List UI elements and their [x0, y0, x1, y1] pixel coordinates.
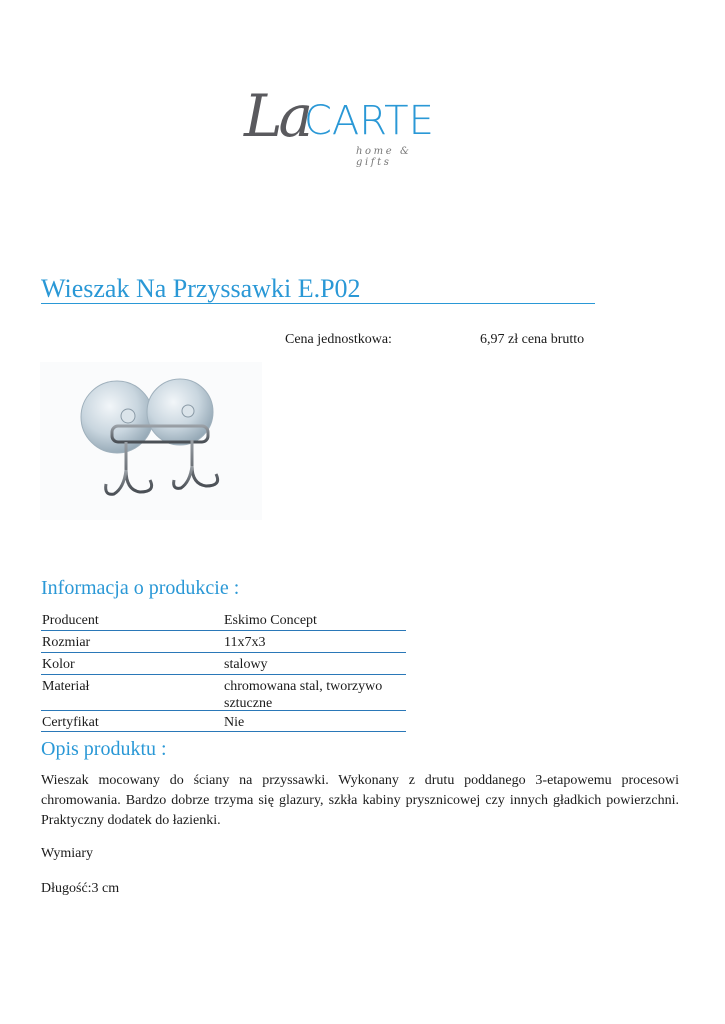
dimensions-label: Wymiary — [41, 846, 94, 861]
title-divider — [41, 303, 595, 304]
description-text: Wieszak mocowany do ściany na przyssawki. Wykonany z drutu poddanego 3-etapowemu procesowi chromowania. Bardzo dobrze trzyma się glazury, szkła kabiny prysznicowej czy innych gładkich powierzchni. Praktyczny dodatek do łazienki. — [41, 773, 679, 828]
description-heading: Opis produktu : — [41, 738, 167, 760]
spec-row-size — [41, 631, 406, 653]
product-info-heading: Informacja o produkcie : — [41, 577, 240, 599]
spec-value: chromowana stal, tworzywo sztuczne — [224, 679, 383, 711]
logo-carte-text: CARTE — [304, 98, 434, 144]
logo-la-text: La — [244, 82, 310, 150]
price-value: 6,97 zł cena brutto — [480, 332, 585, 347]
product-image — [40, 362, 262, 520]
spec-row-producer — [41, 609, 406, 631]
spec-value: stalowy — [224, 657, 268, 672]
brand-logo — [238, 84, 450, 168]
spec-key: Kolor — [42, 657, 75, 672]
spec-key: Certyfikat — [42, 715, 99, 730]
spec-key: Rozmiar — [42, 635, 91, 650]
spec-row-color — [41, 653, 406, 675]
dimensions-value: Długość:3 cm — [41, 881, 120, 896]
spec-row-material — [41, 675, 406, 711]
price-label: Cena jednostkowa: — [285, 332, 392, 347]
product-title: Wieszak Na Przyssawki E.P02 — [41, 274, 361, 303]
spec-value: Nie — [224, 715, 245, 730]
logo-tagline: home & gifts — [356, 146, 412, 168]
spec-value: 11x7x3 — [224, 635, 266, 650]
spec-key: Materiał — [42, 679, 90, 694]
spec-row-certificate — [41, 711, 406, 732]
spec-table — [41, 609, 406, 732]
spec-key: Producent — [42, 613, 99, 628]
spec-value: Eskimo Concept — [224, 613, 317, 628]
